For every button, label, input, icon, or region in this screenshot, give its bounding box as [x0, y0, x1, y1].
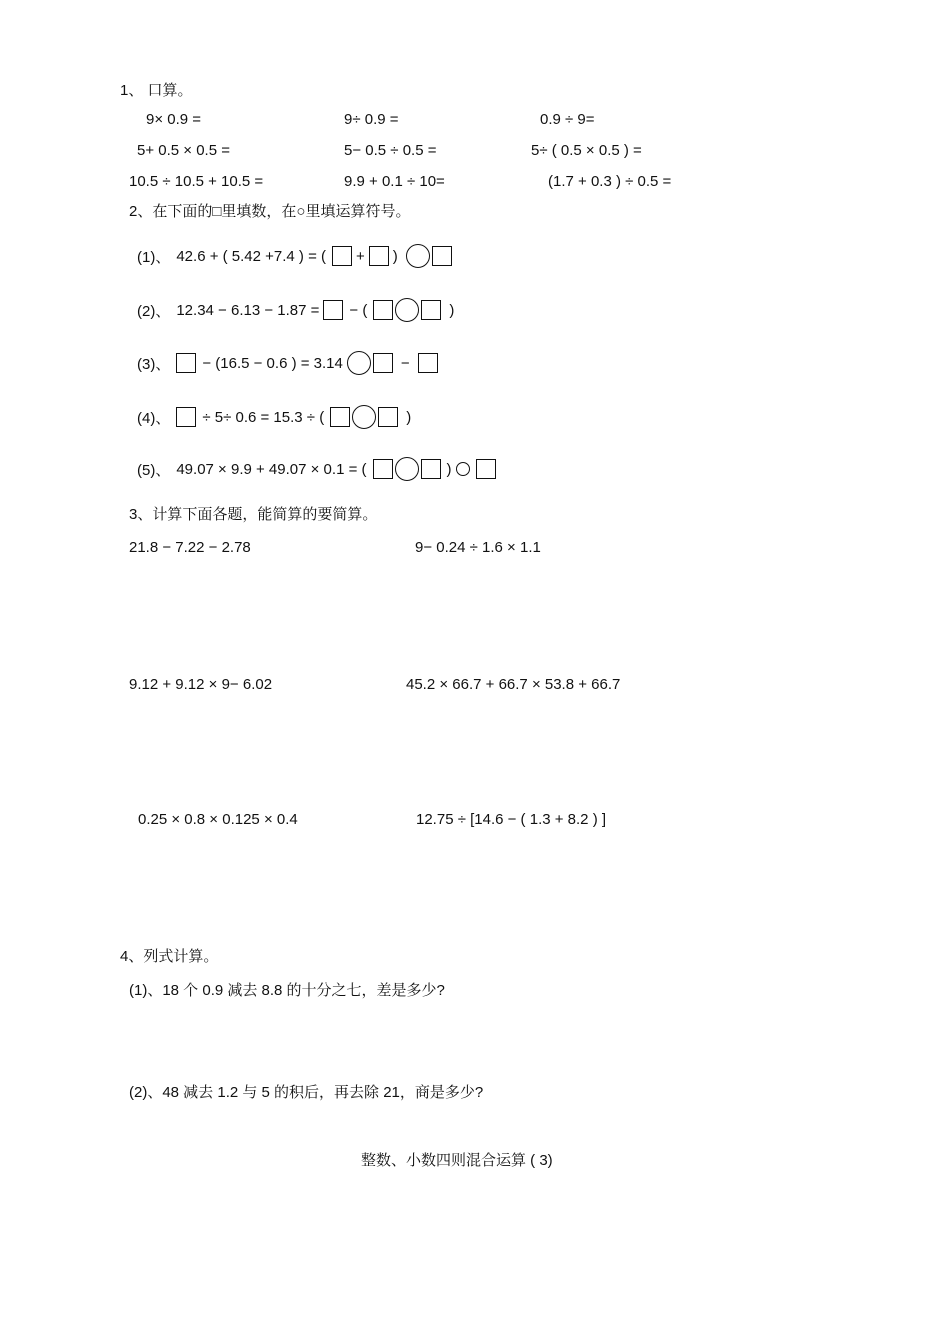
number-box[interactable]: [323, 300, 343, 320]
operator-circle[interactable]: [406, 244, 430, 268]
number-box[interactable]: [421, 300, 441, 320]
fill-question-5: [137, 456, 496, 482]
question-expression: 42.6 + ( 5.42 +7.4 ) = (: [176, 247, 327, 265]
number-box[interactable]: [476, 459, 496, 479]
question-expression: ÷ 5÷ 0.6 = 15.3 ÷ (: [202, 408, 325, 426]
question-label: (2)、: [137, 302, 171, 320]
fill-question-4: [137, 404, 411, 430]
calc-item: 12.75 ÷ [14.6 − ( 1.3 + 8.2 ) ]: [416, 811, 607, 828]
number-box[interactable]: [378, 407, 398, 427]
calc-item: 9.12 + 9.12 × 9− 6.02: [129, 676, 273, 693]
calc-item: 0.25 × 0.8 × 0.125 × 0.4: [138, 811, 298, 828]
close-paren: ): [446, 460, 452, 478]
close-paren: ): [406, 408, 412, 426]
number-box[interactable]: [373, 300, 393, 320]
oral-item: (1.7 + 0.3 ) ÷ 0.5 =: [548, 173, 672, 190]
oral-item: 5÷ ( 0.5 × 0.5 ) =: [531, 142, 642, 159]
question-expression: − (16.5 − 0.6 ) = 3.14: [202, 354, 343, 372]
number-box[interactable]: [432, 246, 452, 266]
minus-paren: − (: [349, 301, 368, 319]
section-3-title: 3、计算下面各题，能简算的要简算。: [129, 506, 378, 523]
operator-circle[interactable]: [395, 457, 419, 481]
question-label: (4)、: [137, 409, 171, 427]
number-box[interactable]: [373, 459, 393, 479]
fill-question-1: [137, 243, 452, 269]
question-label: (5)、: [137, 461, 171, 479]
close-paren: ): [449, 301, 455, 319]
question-expression: 49.07 × 9.9 + 49.07 × 0.1 = (: [176, 460, 367, 478]
calc-item: 45.2 × 66.7 + 66.7 × 53.8 + 66.7: [406, 676, 621, 693]
oral-item: 5− 0.5 ÷ 0.5 =: [344, 142, 437, 159]
section-1-title: 1、 口算。: [120, 82, 193, 99]
number-box[interactable]: [330, 407, 350, 427]
calc-item: 21.8 − 7.22 − 2.78: [129, 539, 251, 556]
next-worksheet-title: 整数、小数四则混合运算 ( 3): [361, 1152, 553, 1169]
word-problem: (1)、18 个 0.9 减去 8.8 的十分之七，差是多少?: [129, 982, 445, 999]
fill-question-3: [137, 350, 438, 376]
operator-circle[interactable]: [347, 351, 371, 375]
operator-circle[interactable]: [395, 298, 419, 322]
plus-sign: +: [356, 247, 365, 265]
question-label: (1)、: [137, 248, 171, 266]
number-box[interactable]: [332, 246, 352, 266]
number-box[interactable]: [421, 459, 441, 479]
oral-item: 5+ 0.5 × 0.5 =: [137, 142, 230, 159]
section-2-title: 2、在下面的□里填数，在○里填运算符号。: [129, 203, 411, 220]
fill-question-2: [137, 297, 454, 323]
number-box[interactable]: [373, 353, 393, 373]
close-paren: ): [392, 247, 398, 265]
operator-circle[interactable]: [456, 462, 470, 476]
number-box[interactable]: [369, 246, 389, 266]
minus-sign: −: [400, 354, 410, 372]
section-4-title: 4、列式计算。: [120, 948, 219, 965]
oral-item: 9× 0.9 =: [146, 111, 202, 128]
word-problem: (2)、48 减去 1.2 与 5 的积后，再去除 21，商是多少?: [129, 1084, 484, 1101]
operator-circle[interactable]: [352, 405, 376, 429]
oral-item: 10.5 ÷ 10.5 + 10.5 =: [129, 173, 264, 190]
oral-item: 9.9 + 0.1 ÷ 10=: [344, 173, 445, 190]
calc-item: 9− 0.24 ÷ 1.6 × 1.1: [415, 539, 541, 556]
number-box[interactable]: [418, 353, 438, 373]
oral-item: 0.9 ÷ 9=: [540, 111, 595, 128]
question-expression: 12.34 − 6.13 − 1.87 =: [176, 301, 320, 319]
question-label: (3)、: [137, 355, 171, 373]
number-box[interactable]: [176, 407, 196, 427]
oral-item: 9÷ 0.9 =: [344, 111, 399, 128]
number-box[interactable]: [176, 353, 196, 373]
